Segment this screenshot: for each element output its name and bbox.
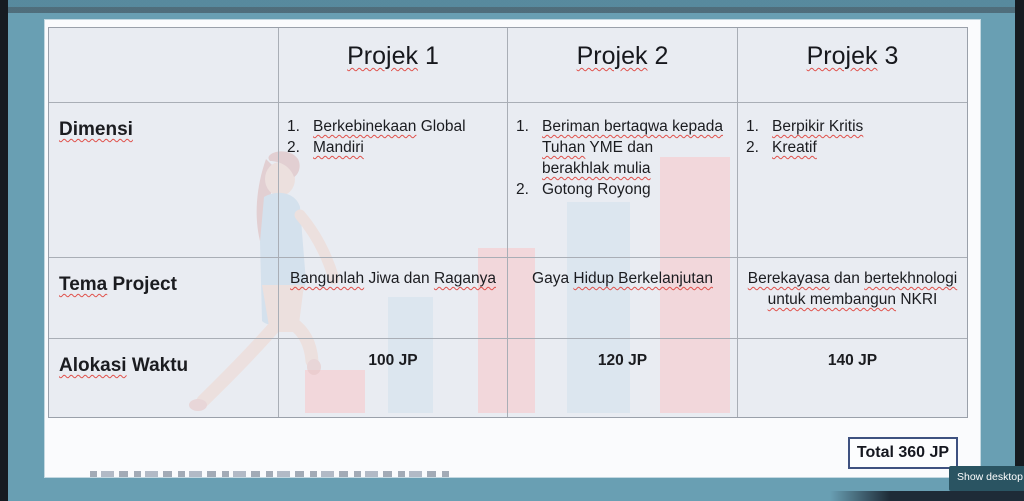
row-label-tema-project: Tema Project [49,258,279,339]
cell-tema-projek-3 [738,258,967,339]
header-text: Projek [347,42,418,70]
cell-alokasi-projek-3: 140 JP [827,352,878,369]
top-window-shade [8,0,1015,13]
tema-line: untuk membangun NKRI [767,291,938,308]
cell-header-blank [49,28,279,103]
list-item: 2. Gotong Royong [516,181,651,198]
footnote-illegible-text [90,471,450,477]
list-item: 1. Berkebinekaan Global [287,118,466,135]
tema-line: Berekayasa dan bertekhnologi [747,270,958,287]
presentation-slide [45,20,980,477]
list-item: 1. Beriman bertaqwa kepada Tuhan YME dan berakhlak mulia [516,118,723,177]
cell-dimensi-projek-2 [508,103,738,258]
cell-tema-projek-1: Bangunlah Jiwa dan Raganya [279,258,508,339]
show-desktop-tooltip: Show desktop [949,466,1024,491]
list-item: 1. Berpikir Kritis [746,118,864,135]
row-label-alokasi-waktu: Alokasi Waktu [49,339,279,417]
cell-alokasi-projek-2: 120 JP [508,339,738,417]
cell-dimensi-projek-3 [738,103,967,258]
row-label-dimensi: Dimensi [49,103,279,258]
total-jp-box: Total 360 JP [848,437,958,469]
screen-edge-left [0,0,8,501]
list-item: 2. Mandiri [287,139,364,156]
cell-header-projek-3: Projek 3 [738,28,967,103]
cell-tema-projek-2: Gaya Hidup Berkelanjutan [508,258,738,339]
table-grid [48,27,968,418]
show-desktop-button[interactable] [830,491,1024,501]
header-text: Projek [576,42,648,70]
screen-edge-right [1015,0,1024,501]
header-text: Projek [806,42,878,70]
cell-alokasi-projek-1: 100 JP [279,339,508,417]
project-table [48,27,968,418]
list-item: 2. Kreatif [746,139,817,156]
cell-header-projek-1: Projek 1 [279,28,508,103]
cell-dimensi-projek-1 [279,103,508,258]
cell-header-projek-2: Projek 2 [508,28,738,103]
